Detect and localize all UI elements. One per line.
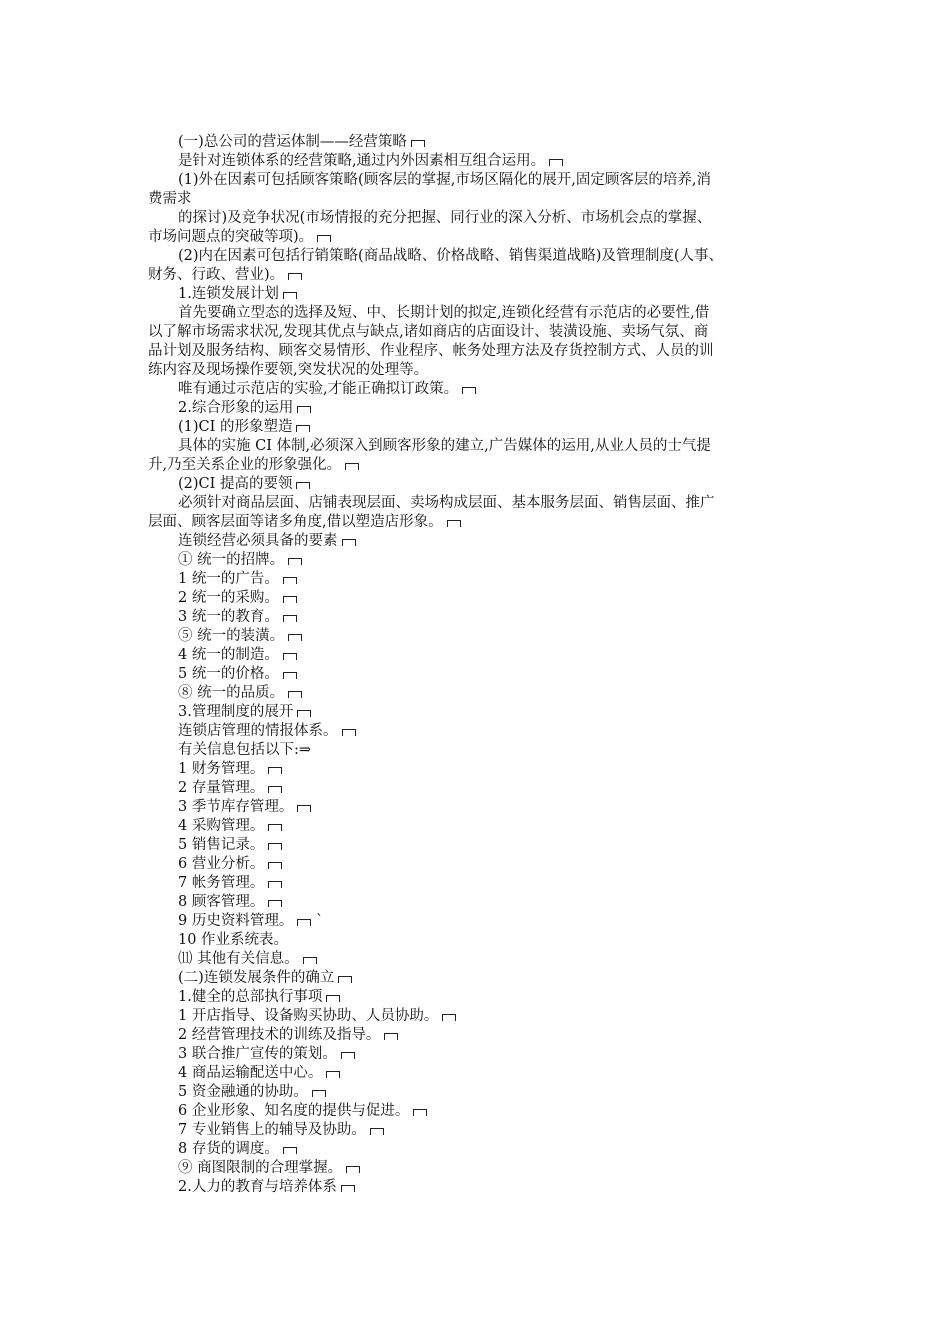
text-line — [148, 532, 813, 551]
line-text: 唯有通过示范店的实验,才能正确拟订政策。 — [178, 381, 459, 397]
text-line — [148, 912, 813, 931]
text-line — [148, 133, 813, 152]
line-text: 品计划及服务结构、顾客交易情形、作业程序、帐务处理方法及存货控制方式、人员的训 — [148, 343, 714, 359]
text-line — [148, 209, 813, 228]
line-text: 9 历史资料管理。 — [178, 913, 294, 929]
line-text: 必须针对商品层面、店铺表现层面、卖场构成层面、基本服务层面、销售层面、推广 — [178, 495, 715, 511]
paragraph-mark-icon — [268, 881, 282, 888]
paragraph-mark-icon — [447, 520, 461, 527]
paragraph-mark-icon — [283, 292, 297, 299]
text-line — [148, 1121, 813, 1140]
line-text: 1 开店指导、设备购买协助、人员协助。 — [178, 1008, 439, 1024]
text-line — [148, 399, 813, 418]
line-text: 2.综合形象的运用 — [178, 400, 294, 416]
text-line — [148, 1178, 813, 1197]
text-line — [148, 1159, 813, 1178]
paragraph-mark-icon — [288, 558, 302, 565]
text-line — [148, 646, 813, 665]
line-text: 7 帐务管理。 — [178, 875, 265, 891]
line-text: 是针对连锁体系的经营策略,通过内外因素相互组合运用。 — [178, 153, 546, 169]
text-line — [148, 1045, 813, 1064]
line-text: 4 统一的制造。 — [178, 647, 279, 663]
text-line — [148, 741, 813, 760]
paragraph-mark-icon — [342, 729, 356, 736]
paragraph-mark-icon — [297, 805, 311, 812]
line-text: 5 统一的价格。 — [178, 666, 279, 682]
text-line — [148, 684, 813, 703]
paragraph-mark-icon — [411, 140, 425, 147]
text-line — [148, 323, 813, 342]
text-line — [148, 342, 813, 361]
paragraph-mark-icon — [268, 862, 282, 869]
line-text: 的探讨)及竞争状况(市场情报的充分把握、同行业的深入分析、市场机会点的掌握、 — [178, 210, 712, 226]
line-text: 2 统一的采购。 — [178, 590, 279, 606]
document-body — [148, 133, 813, 1197]
line-text: 1 财务管理。 — [178, 761, 265, 777]
paragraph-mark-icon — [338, 976, 352, 983]
paragraph-mark-icon — [326, 1071, 340, 1078]
line-text: 5 资金融通的协助。 — [178, 1084, 308, 1100]
line-text: 财务、行政、营业)。 — [148, 267, 285, 283]
text-line — [148, 722, 813, 741]
line-text: 层面、顾客层面等诸多角度,借以塑造店形象。 — [148, 514, 443, 530]
paragraph-mark-icon — [345, 463, 359, 470]
paragraph-mark-icon — [268, 900, 282, 907]
paragraph-mark-icon — [268, 786, 282, 793]
paragraph-mark-icon — [312, 1090, 326, 1097]
text-line — [148, 627, 813, 646]
paragraph-mark-icon — [549, 159, 563, 166]
text-line — [148, 1102, 813, 1121]
text-line — [148, 266, 813, 285]
text-line — [148, 171, 813, 190]
text-line — [148, 1007, 813, 1026]
text-line — [148, 190, 813, 209]
paragraph-mark-icon — [326, 995, 340, 1002]
text-line — [148, 551, 813, 570]
paragraph-mark-icon — [462, 387, 476, 394]
paragraph-mark-icon — [283, 653, 297, 660]
text-line — [148, 950, 813, 969]
line-text: ⑨ 商图限制的合理掌握。 — [178, 1160, 343, 1176]
text-line — [148, 494, 813, 513]
line-text: 5 销售记录。 — [178, 837, 265, 853]
paragraph-mark-icon — [342, 539, 356, 546]
paragraph-mark-icon — [317, 235, 331, 242]
text-line — [148, 931, 813, 950]
paragraph-mark-icon — [384, 1033, 398, 1040]
line-text: 市场问题点的突破等项)。 — [148, 229, 314, 245]
paragraph-mark-icon — [268, 767, 282, 774]
paragraph-mark-icon — [283, 596, 297, 603]
line-text: 4 采购管理。 — [178, 818, 265, 834]
line-text: 7 专业销售上的辅导及协助。 — [178, 1122, 366, 1138]
paragraph-mark-icon — [288, 273, 302, 280]
line-text: 4 商品运输配送中心。 — [178, 1065, 323, 1081]
text-line — [148, 152, 813, 171]
text-line — [148, 855, 813, 874]
line-text: 6 企业形象、知名度的提供与促进。 — [178, 1103, 410, 1119]
text-line — [148, 1140, 813, 1159]
text-line — [148, 1083, 813, 1102]
paragraph-mark-icon — [296, 425, 310, 432]
text-line — [148, 836, 813, 855]
text-line — [148, 456, 813, 475]
text-line — [148, 570, 813, 589]
line-text: 1.连锁发展计划 — [178, 286, 279, 302]
line-text: (1)CI 的形象塑造 — [178, 419, 293, 435]
line-text: 2.人力的教育与培养体系 — [178, 1179, 337, 1195]
paragraph-mark-icon — [288, 634, 302, 641]
text-line — [148, 285, 813, 304]
text-line — [148, 969, 813, 988]
line-text: 首先要确立型态的选择及短、中、长期计划的拟定,连锁化经营有示范店的必要性,借 — [178, 305, 710, 321]
line-text: 8 顾客管理。 — [178, 894, 265, 910]
line-text: (1)外在因素可包括顾客策略(顾客层的掌握,市场区隔化的展开,固定顾客层的培养,消 — [178, 172, 712, 188]
line-text: 连锁经营必须具备的要素 — [178, 533, 338, 549]
paragraph-mark-icon — [346, 1166, 360, 1173]
text-line — [148, 798, 813, 817]
text-line — [148, 589, 813, 608]
text-line — [148, 665, 813, 684]
stray-mark: ˋ — [311, 913, 324, 929]
line-text: 8 存货的调度。 — [178, 1141, 279, 1157]
text-line — [148, 228, 813, 247]
line-text: 有关信息包括以下:⇒ — [178, 742, 312, 758]
line-text: 3 联合推广宣传的策划。 — [178, 1046, 337, 1062]
paragraph-mark-icon — [297, 919, 311, 926]
line-text: 升,乃至关系企业的形象强化。 — [148, 457, 342, 473]
paragraph-mark-icon — [341, 1052, 355, 1059]
paragraph-mark-icon — [283, 672, 297, 679]
paragraph-mark-icon — [341, 1185, 355, 1192]
line-text: ⑤ 统一的装潢。 — [178, 628, 285, 644]
line-text: 6 营业分析。 — [178, 856, 265, 872]
line-text: 3 季节库存管理。 — [178, 799, 294, 815]
text-line — [148, 380, 813, 399]
paragraph-mark-icon — [283, 615, 297, 622]
line-text: 10 作业系统表。 — [178, 932, 289, 948]
paragraph-mark-icon — [283, 1147, 297, 1154]
line-text: ① 统一的招牌。 — [178, 552, 285, 568]
line-text: 2 存量管理。 — [178, 780, 265, 796]
paragraph-mark-icon — [288, 691, 302, 698]
paragraph-mark-icon — [413, 1109, 427, 1116]
line-text: 1.健全的总部执行事项 — [178, 989, 323, 1005]
line-text: ⑾ 其他有关信息。 — [178, 951, 299, 967]
text-line — [148, 361, 813, 380]
line-text: (2)内在因素可包括行销策略(商品战略、价格战略、销售渠道战略)及管理制度(人事、 — [178, 248, 724, 264]
text-line — [148, 1064, 813, 1083]
line-text: 3.管理制度的展开 — [178, 704, 294, 720]
text-line — [148, 703, 813, 722]
paragraph-mark-icon — [268, 843, 282, 850]
paragraph-mark-icon — [283, 577, 297, 584]
paragraph-mark-icon — [370, 1128, 384, 1135]
line-text: (2)CI 提高的要领 — [178, 476, 293, 492]
line-text: 具体的实施 CI 体制,必须深入到顾客形象的建立,广告媒体的运用,从业人员的士气提 — [178, 438, 711, 454]
paragraph-mark-icon — [297, 406, 311, 413]
line-text: 3 统一的教育。 — [178, 609, 279, 625]
line-text: 以了解市场需求状况,发现其优点与缺点,诸如商店的店面设计、装潢设施、卖场气氛、商 — [148, 324, 709, 340]
text-line — [148, 760, 813, 779]
line-text: 练内容及现场操作要领,突发状况的处理等。 — [148, 362, 429, 378]
text-line — [148, 893, 813, 912]
text-line — [148, 608, 813, 627]
paragraph-mark-icon — [442, 1014, 456, 1021]
text-line — [148, 418, 813, 437]
text-line — [148, 779, 813, 798]
line-text: (二)连锁发展条件的确立 — [178, 970, 335, 986]
text-line — [148, 513, 813, 532]
line-text: 连锁店管理的情报体系。 — [178, 723, 338, 739]
line-text: 2 经营管理技术的训练及指导。 — [178, 1027, 381, 1043]
paragraph-mark-icon — [268, 824, 282, 831]
text-line — [148, 437, 813, 456]
line-text: (一)总公司的营运体制——经营策略 — [178, 134, 407, 150]
text-line — [148, 475, 813, 494]
line-text: ⑧ 统一的品质。 — [178, 685, 285, 701]
paragraph-mark-icon — [303, 957, 317, 964]
text-line — [148, 817, 813, 836]
text-line — [148, 1026, 813, 1045]
text-line — [148, 304, 813, 323]
line-text: 1 统一的广告。 — [178, 571, 279, 587]
paragraph-mark-icon — [297, 710, 311, 717]
text-line — [148, 247, 813, 266]
text-line — [148, 874, 813, 893]
paragraph-mark-icon — [296, 482, 310, 489]
text-line — [148, 988, 813, 1007]
line-text: 费需求 — [148, 191, 192, 207]
